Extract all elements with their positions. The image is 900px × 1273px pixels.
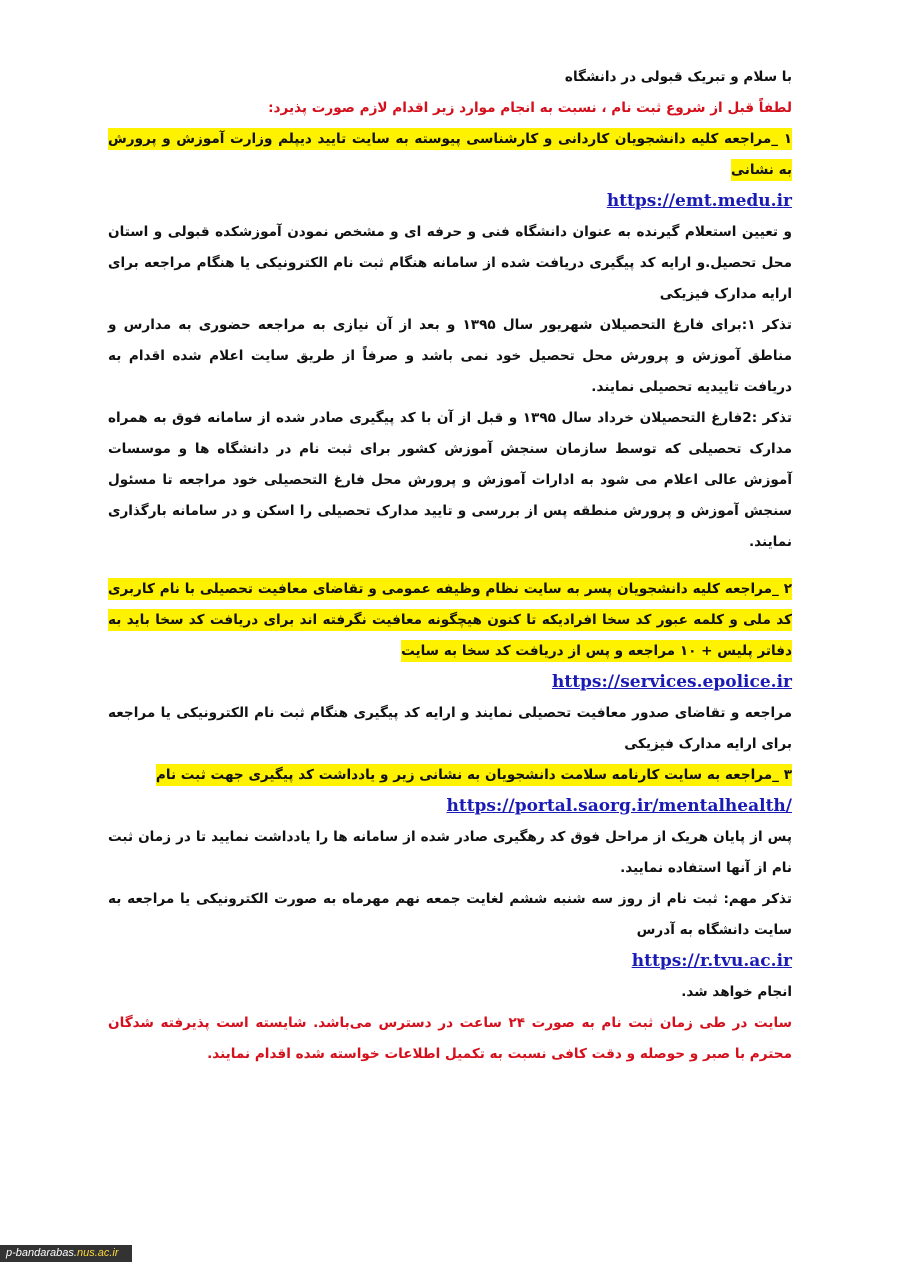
footer-prefix: p-bandarabas. <box>6 1247 77 1259</box>
step2-heading <box>108 574 792 667</box>
closing-notice: سایت در طی زمان ثبت نام به صورت ۲۴ ساعت در دسترس می‌باشد. شایسته است پذیرفته شدگان محترم با صبر و حوصله و دقت کافی نسبت به تکمیل اطلاعات خواسته شده اقدام نمایند. <box>108 1015 792 1062</box>
document-body <box>108 62 792 1070</box>
step2-heading-highlight: ۲ _مراجعه کلیه دانشجویان پسر به سایت نظام وظیفه عمومی و تقاضای معافیت تحصیلی با نام کاربری کد ملی و کلمه عبور کد سخا افرادیکه تا کنون هیچگونه معافیت نگرفته اند برای دریافت کد سخا باید به دفاتر پلیس + ۱۰ مراجعه و پس از دریافت کد سخا به سایت <box>108 578 792 662</box>
step2-body: مراجعه و تقاضای صدور معافیت تحصیلی نمایند و ارایه کد پیگیری هنگام ثبت نام الکترونیکی یا مراجعه برای ارایه مدارک فیزیکی <box>108 705 792 752</box>
step1-link-text[interactable]: https://emt.medu.ir <box>606 191 792 211</box>
step1-link[interactable] <box>108 186 792 217</box>
step1-body: و تعیین استعلام گیرنده به عنوان دانشگاه فنی و حرفه ای و مشخص نمودن آموزشکده قبولی و استان محل تحصیل.و ارایه کد پیگیری دریافت شده از سامانه هنگام ثبت نام الکترونیکی یا هنگام مراجعه برای ارایه مدارک فیزیکی <box>108 224 792 302</box>
footer-domain: nus.ac.ir <box>76 1247 119 1259</box>
step3-heading-highlight: ۳ _مراجعه به سایت کارنامه سلامت دانشجویان به نشانی زیر و یادداشت کد پیگیری جهت ثبت نام <box>156 764 792 786</box>
section-gap <box>108 558 792 574</box>
university-link-text[interactable]: https://r.tvu.ac.ir <box>631 951 792 971</box>
step2-link[interactable] <box>108 667 792 698</box>
step1-heading-highlight: ۱ _مراجعه کلیه دانشجویان کاردانی و کارشناسی پیوسته به سایت تایید دیپلم وزارت آموزش و پرورش به نشانی <box>108 128 792 181</box>
step3-body: پس از پایان هریک از مراحل فوق کد رهگیری صادر شده از سامانه ها را یادداشت نمایید تا در زمان ثبت نام از آنها استفاده نمایید. <box>108 829 792 876</box>
footer-watermark <box>0 1245 132 1262</box>
greeting: با سلام و تبریک قبولی در دانشگاه <box>564 69 792 85</box>
step3-link[interactable] <box>108 791 792 822</box>
important-note: تذکر مهم: ثبت نام از روز سه شنبه ششم لغایت جمعه نهم مهرماه به صورت الکترونیکی یا مراجعه به سایت دانشگاه به آدرس <box>108 891 792 938</box>
step1-note1: تذکر ۱:برای فارغ التحصیلان شهریور سال ۱۳۹۵ و بعد از آن نیازی به مراجعه حضوری به مدارس و مناطق آموزش و پرورش محل تحصیل خود نمی باشد و صرفاً از طریق سایت اعلام شده اقدام به دریافت تاییدیه تحصیلی نمایند. <box>108 317 792 395</box>
step3-link-text[interactable]: https://portal.saorg.ir/mentalhealth/ <box>446 796 792 816</box>
step3-heading <box>108 760 792 791</box>
step1-heading <box>108 124 792 186</box>
intro-instruction: لطفاً قبل از شروع ثبت نام ، نسبت به انجام موارد زیر اقدام لازم صورت پذیرد: <box>268 100 792 116</box>
important-suffix: انجام خواهد شد. <box>681 984 792 1000</box>
step2-link-text[interactable]: https://services.epolice.ir <box>551 672 792 692</box>
step1-note2: تذکر :2فارغ التحصیلان خرداد سال ۱۳۹۵ و قبل از آن با کد پیگیری صادر شده از سامانه فوق به همراه مدارک تحصیلی که توسط سازمان سنجش آموزش کشور برای ثبت نام در دانشگاه ها و موسسات آموزش عالی اعلام می شود به ادارات آموزش و پرورش محل فارغ التحصیلی خود مراجعه تا مسئول سنجش آموزش و پرورش منطقه پس از بررسی و تایید مدارک تحصیلی را اسکن و در سامانه بارگذاری نمایند. <box>108 410 792 550</box>
university-link[interactable] <box>108 946 792 977</box>
